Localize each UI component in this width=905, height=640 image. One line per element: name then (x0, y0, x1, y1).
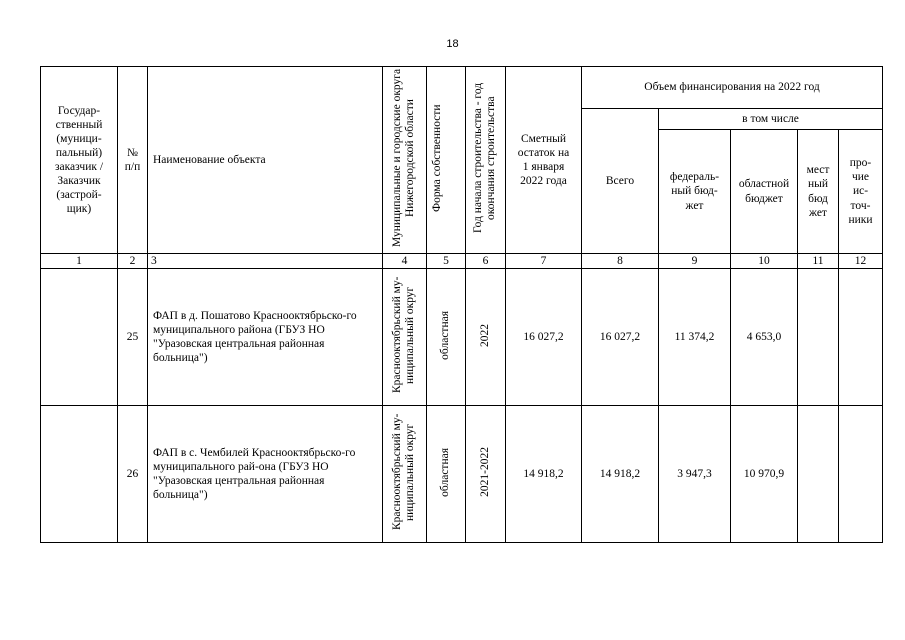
row-total: 14 918,2 (582, 406, 659, 543)
row-district: Краснооктябрьский му-ниципальный округ (383, 269, 427, 406)
column-number: 8 (582, 254, 659, 269)
header-row-1 (41, 67, 883, 109)
row-district: Краснооктябрьский му-ниципальный округ (383, 406, 427, 543)
row-number: 26 (118, 406, 148, 543)
column-number: 5 (427, 254, 466, 269)
row-object-name: ФАП в д. Пошатово Краснооктябрьско-го муниципального района (ГБУЗ НО "Уразовская центральная районная больница") (148, 269, 383, 406)
row-years: 2021-2022 (466, 406, 506, 543)
row-years: 2022 (466, 269, 506, 406)
column-number: 9 (659, 254, 731, 269)
column-number: 7 (506, 254, 582, 269)
row-estimate: 14 918,2 (506, 406, 582, 543)
row-ownership: областная (427, 269, 466, 406)
header-total: Всего (582, 109, 659, 254)
header-object-name: Наименование объекта (148, 67, 383, 254)
column-number: 6 (466, 254, 506, 269)
row-federal: 3 947,3 (659, 406, 731, 543)
header-federal: федераль- ный бюд- жет (659, 130, 731, 254)
header-local: мест ный бюд жет (798, 130, 839, 254)
header-customer: Государ- ственный (муници- пальный) заказчик / Заказчик (застрой- щик) (41, 67, 118, 254)
column-number: 2 (118, 254, 148, 269)
header-other: про- чие ис- точ- ники (839, 130, 883, 254)
row-customer (41, 269, 118, 406)
column-number: 12 (839, 254, 883, 269)
header-number: № п/п (118, 67, 148, 254)
column-number: 1 (41, 254, 118, 269)
row-estimate: 16 027,2 (506, 269, 582, 406)
header-ownership: Форма собственности (427, 67, 466, 254)
row-local (798, 269, 839, 406)
column-number: 4 (383, 254, 427, 269)
header-years: Год начала строительства - год окончания строительства (466, 67, 506, 254)
row-ownership: областная (427, 406, 466, 543)
row-other (839, 269, 883, 406)
financing-table (40, 66, 883, 543)
column-number: 10 (731, 254, 798, 269)
header-regional: областной бюджет (731, 130, 798, 254)
row-regional: 4 653,0 (731, 269, 798, 406)
header-district: Муниципальные и городские округа Нижегородской области (383, 67, 427, 254)
header-including: в том числе (659, 109, 883, 130)
row-regional: 10 970,9 (731, 406, 798, 543)
row-number: 25 (118, 269, 148, 406)
row-total: 16 027,2 (582, 269, 659, 406)
row-customer (41, 406, 118, 543)
row-object-name: ФАП в с. Чембилей Краснооктябрьско-го муниципального рай-она (ГБУЗ НО "Уразовская центральная районная больница") (148, 406, 383, 543)
header-funding: Объем финансирования на 2022 год (582, 67, 883, 109)
page-number: 18 (446, 38, 459, 50)
row-local (798, 406, 839, 543)
column-number-row (41, 254, 883, 269)
table-row (41, 269, 883, 406)
column-number: 11 (798, 254, 839, 269)
row-other (839, 406, 883, 543)
row-federal: 11 374,2 (659, 269, 731, 406)
column-number: 3 (148, 254, 383, 269)
header-estimate: Сметный остаток на 1 января 2022 года (506, 67, 582, 254)
table-row (41, 406, 883, 543)
